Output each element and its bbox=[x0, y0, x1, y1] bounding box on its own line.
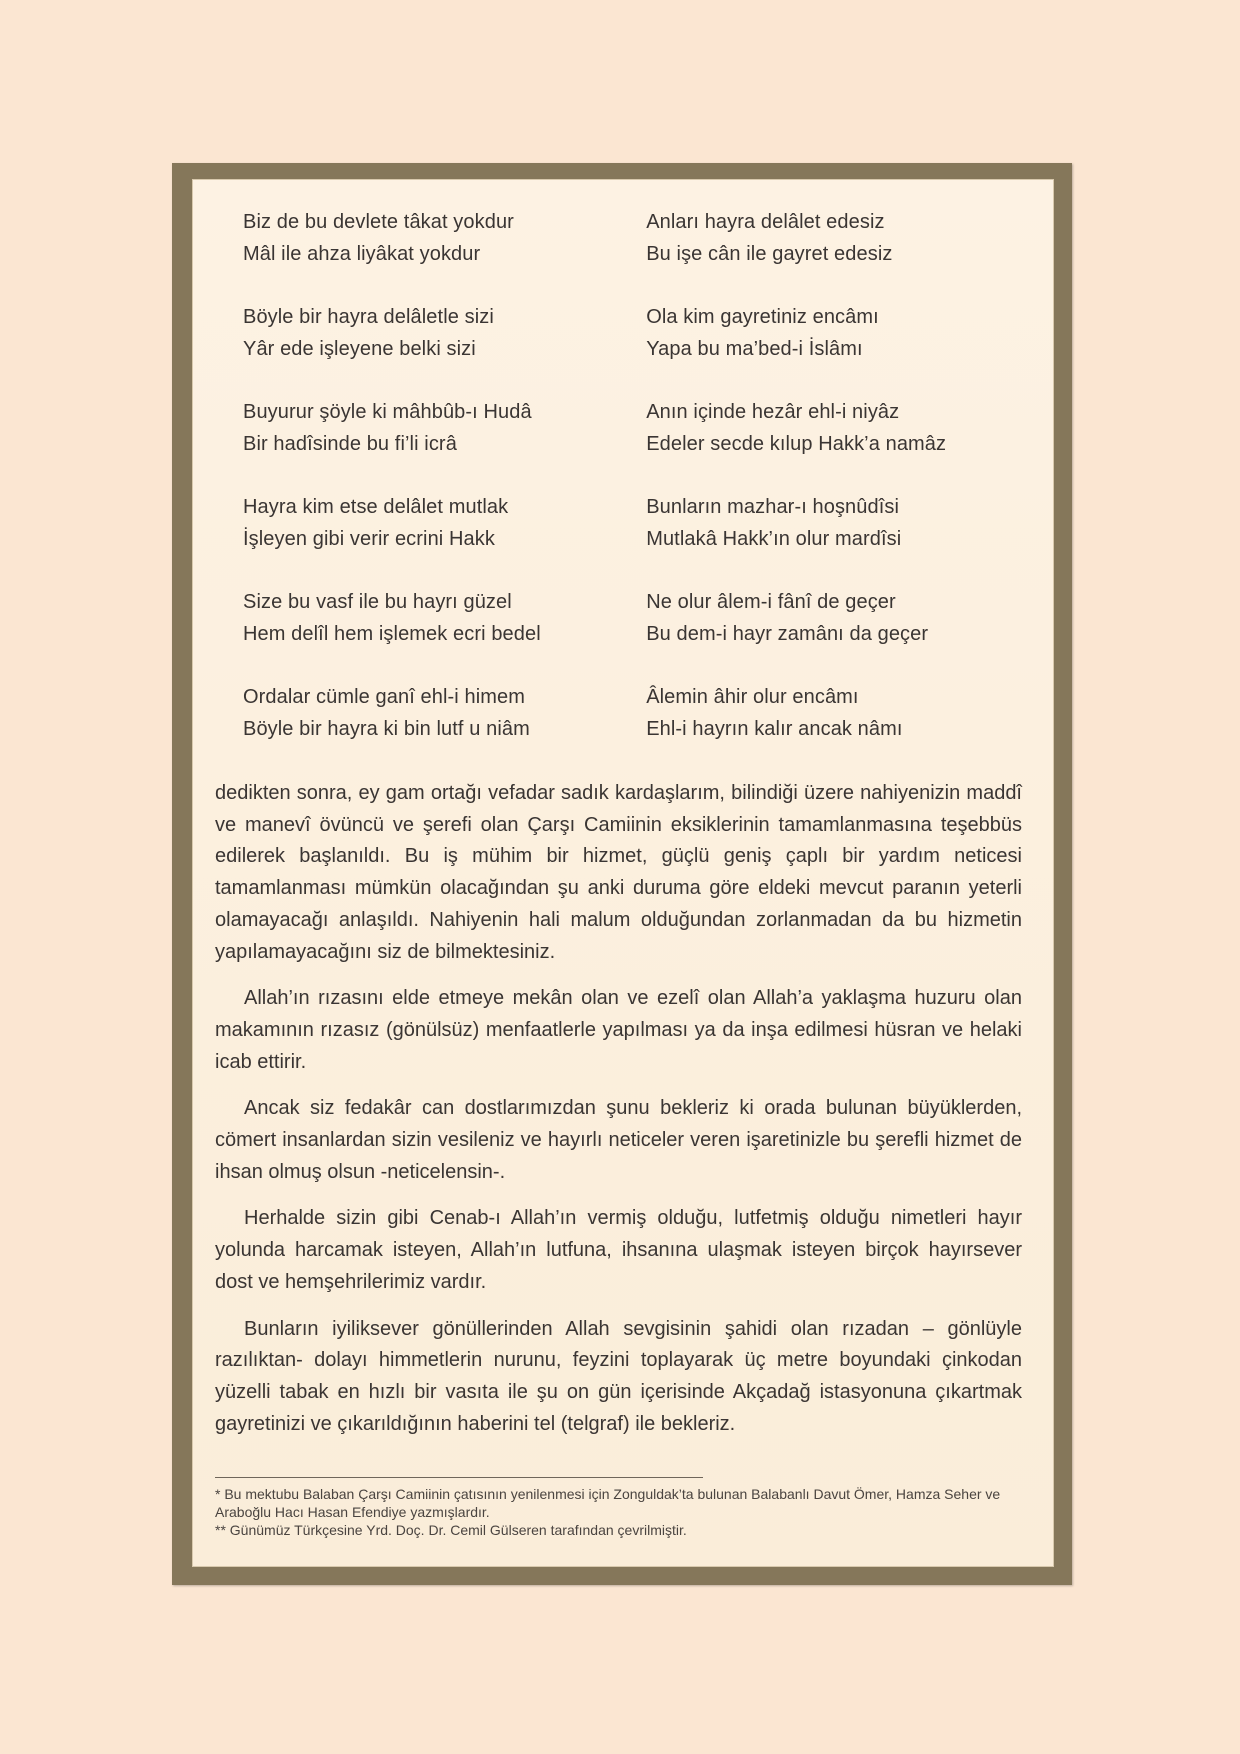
poem-line: Bu dem-i hayr zamânı da geçer bbox=[646, 623, 929, 645]
poem-line: Hem delîl hem işlemek ecri bedel bbox=[243, 623, 541, 645]
poem-line: Bu işe cân ile gayret edesiz bbox=[646, 243, 893, 265]
poem-line: Buyurur şöyle ki mâhbûb-ı Hudâ bbox=[243, 401, 532, 423]
paragraph: Herhalde sizin gibi Cenab-ı Allah’ın vermiş olduğu, lutfetmiş olduğu nimetleri hayır yolunda harcamak isteyen, Allah’ın lutfuna, ihsanına ulaşmak isteyen birçok hayırsever dost ve hemşehrilerimiz vardır. bbox=[215, 1207, 1022, 1293]
poem-line: İşleyen gibi verir ecrini Hakk bbox=[243, 528, 495, 550]
stanza-left bbox=[243, 681, 646, 776]
poem bbox=[243, 206, 963, 776]
stanza-left bbox=[243, 206, 646, 301]
stanza-right bbox=[646, 206, 963, 301]
stanza-right bbox=[646, 681, 963, 776]
paragraph: Ancak siz fedakâr can dostlarımızdan şunu bekleriz ki orada bulunan büyüklerden, cömert insanlardan sizin vesileniz ve hayırlı neticeler veren işaretinizle bu şerefli hizmet de ihsan olmuş olsun -neticelensin-. bbox=[215, 1097, 1022, 1183]
poem-line: Size bu vasf ile bu hayrı güzel bbox=[243, 591, 512, 613]
paragraph: Bunların iyiliksever gönüllerinden Allah sevgisinin şahidi olan rızadan – gönlüyle razılıktan- dolayı himmetlerin nurunu, feyzini toplayarak üç metre boyundaki çinkodan yüzelli tabak en hızlı bir vasıta ile şu on gün içerisinde Akçadağ istasyonuna çıkartmak gayretinizi ve çıkarıldığının haberini tel (telgraf) ile bekleriz. bbox=[215, 1317, 1022, 1435]
stanza-right bbox=[646, 396, 963, 491]
stanza-row bbox=[243, 586, 963, 681]
poem-line: Edeler secde kılup Hakk’a namâz bbox=[646, 433, 947, 455]
stanza-row bbox=[243, 301, 963, 396]
poem-line: Bunların mazhar-ı hoşnûdîsi bbox=[646, 496, 900, 518]
stanza-left bbox=[243, 396, 646, 491]
footnote-divider bbox=[215, 1477, 703, 1478]
stanza-row bbox=[243, 681, 963, 776]
poem-line: Ne olur âlem-i fânî de geçer bbox=[646, 591, 896, 613]
stanza-right bbox=[646, 491, 963, 586]
paragraph: dedikten sonra, ey gam ortağı vefadar sadık kardaşlarım, bilindiği üzere nahiyenizin maddî ve manevî övüncü ve şerefi olan Çarşı Camiinin eksiklerinin tamamlanmasına teşebbüs edilerek başlanıldı. Bu iş mühim bir hizmet, güçlü geniş çaplı bir yardım neticesi tamamlanması mümkün olacağından şu anki duruma göre eldeki mevcut paranın yeterli olamayacağı anlaşıldı. Nahiyenin hali malum olduğundan zorlanmadan da bu hizmetin yapılamayacağını siz de bilmektesiniz. bbox=[215, 782, 1022, 963]
stanza-row bbox=[243, 396, 963, 491]
stanza-left bbox=[243, 491, 646, 586]
poem-line: Biz de bu devlete tâkat yokdur bbox=[243, 211, 514, 233]
poem-line: Hayra kim etse delâlet mutlak bbox=[243, 496, 509, 518]
poem-line: Bir hadîsinde bu fi’li icrâ bbox=[243, 433, 457, 455]
poem-line: Âlemin âhir olur encâmı bbox=[646, 686, 859, 708]
poem-line: Mutlakâ Hakk’ın olur mardîsi bbox=[646, 528, 902, 550]
stanza-left bbox=[243, 586, 646, 681]
footnote: ** Günümüz Türkçesine Yrd. Doç. Dr. Cemil Gülseren tarafından çevrilmiştir. bbox=[215, 1522, 687, 1538]
poem-line: Böyle bir hayra ki bin lutf u niâm bbox=[243, 718, 530, 740]
paragraph: Allah’ın rızasını elde etmeye mekân olan ve ezelî olan Allah’a yaklaşma huzuru olan makamının rızasız (gönülsüz) menfaatlerle yapılması ya da inşa edilmesi hüsran ve helaki icab ettirir. bbox=[215, 987, 1022, 1073]
poem-line: Ola kim gayretiniz encâmı bbox=[646, 306, 879, 328]
footnote: * Bu mektubu Balaban Çarşı Camiinin çatısının yenilenmesi için Zonguldak’ta bulunan Balabanlı Davut Ömer, Hamza Seher ve Araboğlu Hacı Hasan Efendiye yazmışlardır. bbox=[215, 1486, 1001, 1520]
poem-line: Mâl ile ahza liyâkat yokdur bbox=[243, 243, 481, 265]
poem-line: Yapa bu ma’bed-i İslâmı bbox=[646, 338, 863, 360]
stanza-row bbox=[243, 491, 963, 586]
stanza-right bbox=[646, 586, 963, 681]
stanza-row bbox=[243, 206, 963, 301]
poem-line: Ordalar cümle ganî ehl-i himem bbox=[243, 686, 525, 708]
poem-line: Böyle bir hayra delâletle sizi bbox=[243, 306, 494, 328]
poem-line: Anları hayra delâlet edesiz bbox=[646, 211, 885, 233]
page-content bbox=[192, 179, 1054, 1567]
poem-line: Anın içinde hezâr ehl-i niyâz bbox=[646, 401, 900, 423]
poem-line: Yâr ede işleyene belki sizi bbox=[243, 338, 476, 360]
poem-line: Ehl-i hayrın kalır ancak nâmı bbox=[646, 718, 903, 740]
footnotes bbox=[215, 1477, 1022, 1539]
letter-body bbox=[215, 778, 1022, 1455]
page-frame bbox=[172, 163, 1072, 1585]
stanza-left bbox=[243, 301, 646, 396]
stanza-right bbox=[646, 301, 963, 396]
